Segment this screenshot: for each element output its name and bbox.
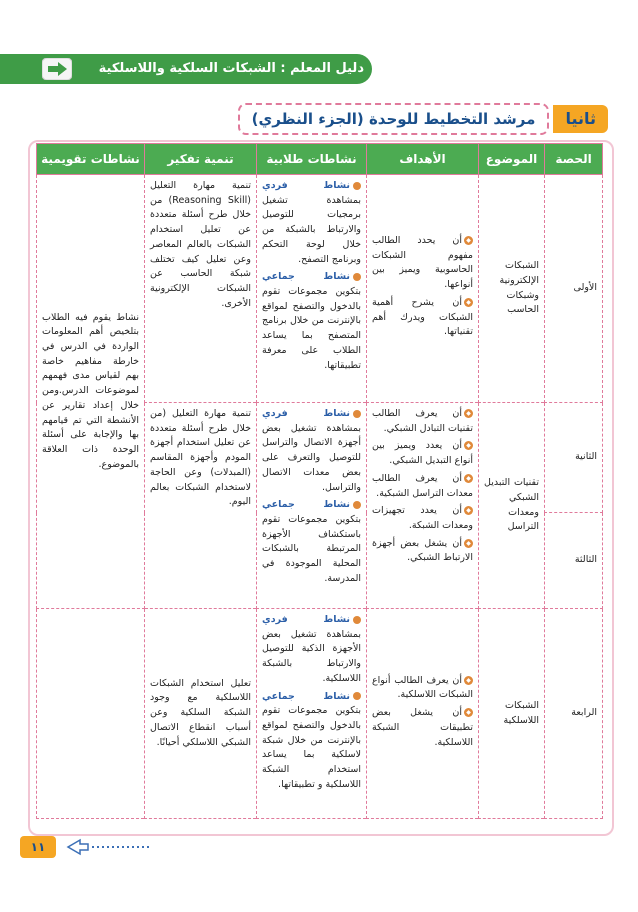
header-topic: الموضوع	[479, 144, 545, 175]
header-thinking: تنمية تفكير	[145, 144, 257, 175]
topic-cell: تقنيات التبديل الشبكي ومعدات التراسل	[479, 403, 545, 609]
goal-item: ◆أن يعرف الطالب تقنيات التبادل الشبكي.	[372, 408, 473, 434]
goal-item: ◆أن يشغل بعض تطبيقات الشبكة اللاسلكية.	[372, 707, 473, 748]
table-header-row	[37, 144, 603, 175]
goal-item: ◆أن يشغل بعض أجهزة الارتباط الشبكي.	[372, 537, 473, 564]
topic-cell: الشبكات اللاسلكية	[479, 609, 545, 819]
dot-icon	[353, 616, 361, 624]
activities-cell	[257, 175, 367, 403]
goal-item: ◆أن يعدد تجهيزات ومعدات الشبكة.	[372, 505, 473, 532]
goal-item: ◆أن يشرح أهمية الشبكات ويدرك أهم تقنياتها.	[372, 296, 473, 338]
dot-icon	[353, 410, 361, 418]
bullet-icon: ◆	[464, 539, 473, 548]
header-title: دليل المعلم : الشبكات السلكية واللاسلكية والإنترنت	[98, 61, 364, 102]
arrow-icon	[42, 58, 72, 80]
activity-label: نشاط فردي	[262, 614, 350, 625]
evaluation-empty-cell	[37, 609, 145, 819]
goal-item: ◆أن يعدد ويميز بين أنواع التبديل الشبكي.	[372, 440, 473, 467]
header-student-activities: نشاطات طلابية	[257, 144, 367, 175]
thinking-cell: تعليل استخدام الشبكات اللاسلكية مع وجود الشبكة السلكية وعن أسباب انقطاع الاتصال الشبكي اللاسلكي أحيانًا.	[145, 609, 257, 819]
bullet-icon: ◆	[464, 676, 473, 685]
bullet-icon: ◆	[464, 441, 473, 450]
header-goals: الأهداف	[367, 144, 479, 175]
activity-label: نشاط جماعي	[262, 271, 350, 283]
section-title: مرشد التخطيط للوحدة (الجزء النظري)	[238, 103, 550, 135]
section-heading	[238, 105, 608, 133]
table-row	[37, 175, 603, 403]
activity-label: نشاط جماعي	[262, 690, 350, 702]
activity-text: بمشاهدة تشغيل بعض أجهزة الاتصال والتراسل للتوصيل والتعرف على بعض معدات الاتصال والتراسل.	[262, 422, 361, 493]
header-session: الحصة	[545, 144, 603, 175]
bullet-icon: ◆	[464, 506, 473, 515]
dot-icon	[353, 182, 361, 190]
bullet-icon: ◆	[464, 236, 473, 245]
bullet-icon: ◆	[464, 298, 473, 307]
activity-label: نشاط فردي	[262, 180, 350, 191]
session-cell: الثانية	[545, 403, 603, 513]
section-number: ثانيا	[553, 105, 608, 133]
session-cell: الأولى	[545, 175, 603, 403]
table-row	[37, 609, 603, 819]
goal-item: ◆أن يحدد الطالب مفهوم الشبكات الحاسوبية ويميز بين أنواعها.	[372, 234, 473, 291]
bullet-icon: ◆	[464, 409, 473, 418]
activities-cell	[257, 403, 367, 609]
thinking-cell: تنمية مهارة التعليل (Reasoning Skill) من خلال طرح أسئلة متعددة عن تعليل استخدام الشبكات بالعالم المعاصر وعن تعليل كيف تختلف شبكة الحاسب عن الشبكات الإلكترونية الأخرى.	[145, 175, 257, 403]
goals-cell	[367, 175, 479, 403]
goals-cell	[367, 403, 479, 609]
activity-text: بتكوين مجموعات تقوم بالدخول والتصفح لمواقع بالإنترنت من خلال برنامج المتصفح بما يساعد الطلاب على معرفة تطبيقاتها.	[262, 286, 361, 371]
topic-cell: الشبكات الإلكترونية وشبكات الحاسب	[479, 175, 545, 403]
activity-text: بتكوين مجموعات تقوم بالدخول والتصفح لمواقع بالإنترنت من خلال شبكة لاسلكية بما يساعد استخدام الشبكة اللاسلكية و تطبيقاتها.	[262, 705, 361, 790]
goal-item: ◆أن يعرف الطالب معدات التراسل الشبكية.	[372, 472, 473, 499]
session-cell: الثالثة	[545, 513, 603, 609]
bullet-icon: ◆	[464, 474, 473, 483]
dot-icon	[353, 692, 361, 700]
goal-item: ◆أن يعرف الطالب أنواع الشبكات اللاسلكية.	[372, 674, 473, 701]
goals-cell	[367, 609, 479, 819]
arrow-left-icon	[66, 838, 152, 856]
evaluation-cell: نشاط يقوم فيه الطلاب بتلخيص أهم المعلومات الواردة في الدرس في خارطة مفاهيم خاصة بهم لقياس مدى فهمهم لموضوعات الدرس.ومن خلال إعداد تقارير عن الأنشطة التي تم قيامهم بها والإجابة على أسئلة الوحدة ذات العلاقة بالموضوع.	[37, 175, 145, 609]
header-evaluation: نشاطات تقويمية	[37, 144, 145, 175]
planning-table	[36, 143, 603, 819]
activity-label: نشاط فردي	[262, 408, 350, 419]
activity-text: بمشاهدة تشغيل بعض الأجهزة الذكية للتوصيل والارتباط بالشبكة اللاسلكية.	[262, 628, 361, 684]
session-cell: الرابعة	[545, 609, 603, 819]
dot-icon	[353, 273, 361, 281]
activity-text: بتكوين مجموعات تقوم باستكشاف الأجهزة المرتبطة بالشبكات المحلية الموجودة في المدرسة.	[262, 514, 361, 584]
activity-label: نشاط جماعي	[262, 499, 350, 511]
activity-text: بمشاهدة تشغيل برمجيات للتوصيل والارتباط بالشبكة من خلال لوحة التحكم وبرنامج التصفح.	[262, 194, 361, 265]
thinking-cell: تنمية مهارة التعليل (من خلال طرح أسئلة متعددة عن تعليل استخدام أجهزة المودم وأجهزة المقاسم (المبدلات) وعن الحاجة لاستخدام الشبكات بعالم اليوم.	[145, 403, 257, 609]
page-number: ١١	[20, 836, 56, 858]
bullet-icon: ◆	[464, 708, 473, 717]
dot-icon	[353, 501, 361, 509]
activities-cell	[257, 609, 367, 819]
